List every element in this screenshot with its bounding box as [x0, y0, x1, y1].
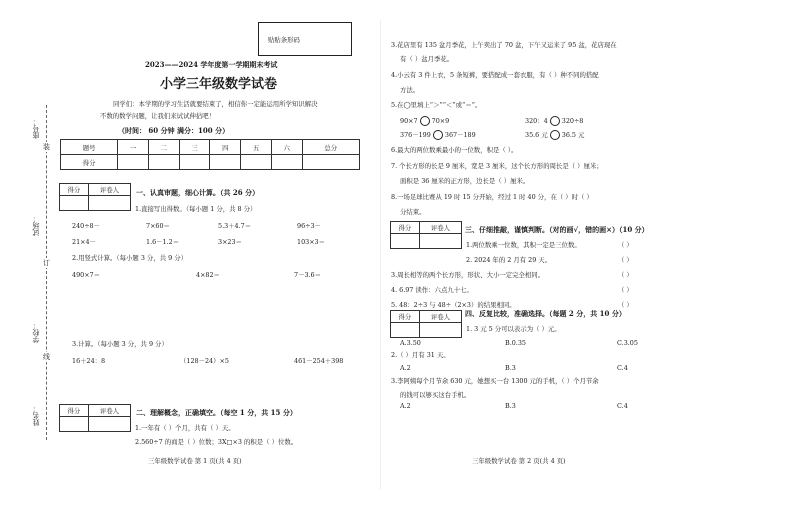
score-header-cell: 六 — [271, 140, 302, 155]
choice-q1: 1. 3 元 5 分可以表示为（ ）元。 — [466, 325, 561, 333]
calc-item: 240÷8－ — [72, 222, 101, 230]
calc-item: 7×60＝ — [146, 222, 170, 230]
section-4-title: 四、反复比较，准确选择。（每题 2 分，共 10 分） — [465, 309, 626, 318]
fill-q3-cont: 有（ ）盆月季花。 — [400, 55, 454, 63]
compare-right: 367－189 — [444, 131, 476, 139]
score-cell[interactable] — [302, 155, 359, 170]
grader-score-cell[interactable] — [60, 196, 89, 211]
compare-circle[interactable] — [550, 116, 560, 126]
score-header-cell: 五 — [241, 140, 272, 155]
compare-right: 36.5 元 — [561, 131, 585, 139]
score-cell[interactable] — [118, 155, 149, 170]
grader-score-cell[interactable] — [391, 323, 420, 338]
compare-right: 70×9 — [431, 117, 450, 125]
calc-item: 96÷3－ — [297, 222, 321, 230]
fill-q4-cont: 方法。 — [400, 86, 420, 94]
choice-option[interactable]: C.4 — [617, 364, 628, 372]
score-cell[interactable] — [210, 155, 241, 170]
judge-item: 2. 2024 年的 2 月有 29 天。 — [466, 256, 552, 264]
fill-q8-cont: 分结束。 — [400, 208, 426, 216]
mixed-calc-item: （128－24）×5 — [180, 357, 229, 365]
judge-answer[interactable]: （ ） — [618, 286, 633, 294]
compare-left: 376－199 — [400, 131, 431, 139]
section-3-title: 三、仔细推敲，谨慎判断。（对的画√，错的画×）（10 分） — [465, 225, 649, 234]
grader-name-cell[interactable] — [88, 196, 130, 211]
fill-q3: 3.花店里有 135 盆月季花，上午卖出了 70 盆，下午又运来了 95 盆，花店现在 — [391, 41, 617, 49]
section-1-title: 一、认真审题，细心计算。（共 26 分） — [136, 188, 260, 197]
vertical-calc-item: 490×7＝ — [72, 271, 101, 279]
section-1-q2: 2.用竖式计算。（每小题 3 分，共 9 分） — [72, 254, 188, 262]
barcode-label: 贴贴条形码 — [268, 36, 300, 44]
choice-option[interactable]: B.3 — [505, 402, 516, 410]
page-divider — [380, 20, 381, 490]
compare-left: 90×7 — [400, 117, 418, 125]
score-header-cell: 一 — [118, 140, 149, 155]
judge-item: 5. 48：2÷3 与 48÷（2×3）的结果相同。 — [391, 301, 516, 309]
score-header-cell: 四 — [210, 140, 241, 155]
side-label-name: 姓名： — [32, 405, 40, 426]
compare-circle[interactable] — [433, 130, 443, 140]
fill-q6: 6.最大的两位数乘最小的一位数，积是（ ）。 — [391, 146, 518, 154]
grader-score-label: 得分 — [60, 405, 89, 417]
grader-box-3 — [390, 221, 462, 249]
side-dot-zhuang: 装 — [43, 143, 50, 151]
judge-answer[interactable]: （ ） — [618, 301, 633, 309]
side-label-seat: 座号： — [32, 118, 40, 139]
section-2-title: 二、理解概念，正确填空。（每空 1 分，共 15 分） — [136, 408, 297, 417]
score-cell[interactable] — [149, 155, 180, 170]
score-table — [60, 139, 360, 170]
choice-q3-cont: 的钱可以够买这台手机。 — [400, 391, 471, 399]
calc-item: 21×4－ — [72, 238, 96, 246]
grader-score-label: 得分 — [391, 222, 420, 234]
section-2-q1: 1.一年有（ ）个月，共有（ ）天。 — [135, 424, 235, 432]
grader-score-label: 得分 — [391, 311, 420, 323]
calc-item: 1.6－1.2＝ — [146, 238, 180, 246]
vertical-calc-item: 4×82＝ — [196, 271, 220, 279]
exam-header: 2023——2024 学年度第一学期期末考试 — [145, 60, 278, 69]
compare-circle[interactable] — [550, 130, 560, 140]
section-1-q1: 1.直接写出得数。（每小题 1 分，共 8 分） — [135, 205, 257, 213]
calc-item: 103×3＝ — [297, 238, 326, 246]
compare-row-1b — [525, 116, 583, 126]
side-dot-xian: 线 — [43, 353, 50, 361]
vertical-calc-item: 7－3.6＝ — [294, 271, 322, 279]
grader-name-cell[interactable] — [88, 417, 130, 432]
fill-q7: 7. 个长方形的长是 9 厘米，宽是 3 厘米，这个长方形的周长是（ ）厘米； — [391, 162, 603, 170]
grader-box-4 — [390, 310, 462, 338]
page-title: 小学三年级数学试卷 — [160, 77, 278, 92]
choice-option[interactable]: C.3.05 — [617, 339, 638, 347]
score-header-cell: 三 — [179, 140, 210, 155]
grader-box-2 — [59, 404, 131, 432]
score-table-row — [61, 155, 360, 170]
choice-option[interactable]: C.4 — [617, 402, 628, 410]
score-header-cell: 二 — [149, 140, 180, 155]
section-1-q3: 3.计算。（每小题 3 分，共 9 分） — [72, 340, 168, 348]
time-score: （时间： 60 分钟 满分：100 分） — [118, 126, 230, 135]
grader-score-cell[interactable] — [391, 234, 420, 249]
choice-q3: 3.李阿姨每个月节余 630 元，她想买一台 1300 元的手机，（ ）个月节余 — [391, 377, 599, 385]
compare-left: 35.6 元 — [525, 131, 548, 139]
choice-q2: 2.（ ）月有 31 天。 — [391, 351, 450, 359]
score-cell[interactable] — [179, 155, 210, 170]
grader-name-label: 评卷人 — [88, 405, 130, 417]
grader-name-cell[interactable] — [419, 234, 461, 249]
side-label-school: 学校： — [32, 322, 40, 343]
score-row-label: 得分 — [61, 155, 118, 170]
compare-circle[interactable] — [420, 116, 430, 126]
intro-line-2: 不数的数学问题，让我们来试试伸拈吧！ — [100, 112, 216, 120]
choice-option[interactable]: A.2 — [400, 402, 411, 410]
mixed-calc-item: 461－254＋398 — [294, 357, 344, 365]
judge-item: 3.周长相等的两个长方形，形状、大小一定完全相同。 — [391, 271, 545, 279]
mixed-calc-item: 16＋24：8 — [72, 357, 106, 365]
grader-score-cell[interactable] — [60, 417, 89, 432]
score-header-cell: 题号 — [61, 140, 118, 155]
fill-q4: 4.小云有 3 件上衣，5 条短裤，要搭配成一套衣服，有（ ）种不同的搭配 — [391, 71, 599, 79]
fill-q7-cont: 面积是 36 厘米的正方形，边长是（ ）厘米。 — [400, 177, 530, 185]
score-table-header-row — [61, 140, 360, 155]
judge-answer[interactable]: （ ） — [618, 256, 633, 264]
right-page-footer: 三年级数学试卷 第 2 页(共 4 页) — [472, 457, 566, 465]
compare-row-2b — [525, 130, 584, 140]
grader-box-1 — [59, 183, 131, 211]
section-2-q2: 2.560÷7 的商是（ ）位数；3X□×3 的积是（ ）位数。 — [135, 438, 298, 446]
calc-item: 5.3＋4.7＝ — [218, 222, 252, 230]
judge-item: 1.两位数乘一位数，其积一定是三位数。 — [466, 241, 581, 249]
side-dot-ding: 订 — [43, 259, 50, 267]
judge-answer[interactable]: （ ） — [618, 241, 633, 249]
compare-row-2 — [400, 130, 476, 140]
grader-name-cell[interactable] — [419, 323, 461, 338]
calc-item: 3×23＝ — [218, 238, 242, 246]
judge-answer[interactable]: （ ） — [618, 271, 633, 279]
choice-option[interactable]: A.2 — [400, 364, 411, 372]
choice-option[interactable]: B.3 — [505, 364, 516, 372]
choice-option[interactable]: B.0.35 — [505, 339, 526, 347]
score-header-cell: 总分 — [302, 140, 359, 155]
binding-line — [46, 105, 47, 440]
grader-name-label: 评卷人 — [419, 311, 461, 323]
left-page-footer: 三年级数学试卷 第 1 页(共 4 页) — [148, 457, 242, 465]
grader-name-label: 评卷人 — [419, 222, 461, 234]
choice-option[interactable]: A.3.50 — [400, 339, 421, 347]
compare-row-1 — [400, 116, 449, 126]
grader-name-label: 评卷人 — [88, 184, 130, 196]
side-label-room: 试场： — [32, 215, 40, 236]
compare-left: 320：4 — [525, 117, 548, 125]
judge-item: 4. 6.97 读作：六点九十七。 — [391, 286, 473, 294]
intro-line-1: 同学们：本学期的学习生活就要结束了，相信你一定能运用所学知识解决 — [113, 100, 318, 108]
score-cell[interactable] — [271, 155, 302, 170]
compare-right: 320÷8 — [561, 117, 584, 125]
fill-q8: 8.一场足球比赛从 19 时 15 分开始，经过 1 时 40 分，在（ ）时（ ） — [391, 193, 593, 201]
grader-score-label: 得分 — [60, 184, 89, 196]
score-cell[interactable] — [241, 155, 272, 170]
fill-q5: 5.在◯里填上“＞”“＜”或“＝”。 — [391, 101, 482, 109]
